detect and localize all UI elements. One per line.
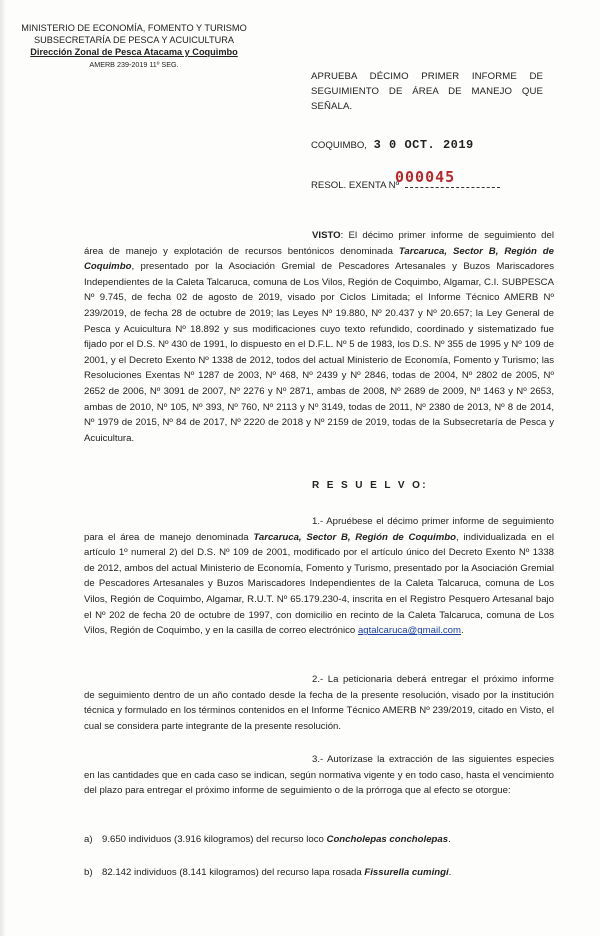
letterhead-zonal-direction: Dirección Zonal de Pesca Atacama y Coquimbo — [30, 47, 238, 57]
point-1-area-name: Tarcaruca, Sector B, Región de Coquimbo — [253, 531, 456, 543]
point-1-text-1: 1.- Apruébese el décimo primer informe de seguimiento para el área de manejo denominada — [84, 516, 554, 543]
species-item-b — [84, 867, 451, 878]
letterhead-ministry: MINISTERIO DE ECONOMÍA, FOMENTO Y TURISMO — [21, 23, 247, 33]
item-b-end: . — [448, 867, 452, 878]
document-subject: APRUEBA DÉCIMO PRIMER INFORME DE SEGUIMIENTO DE ÁREA DE MANEJO QUE SEÑALA. — [311, 71, 543, 112]
letterhead-subsecretary: SUBSECRETARÍA DE PESCA Y ACUICULTURA — [34, 35, 234, 45]
visto-label: VISTO — [312, 230, 341, 241]
email-link[interactable]: agtalcaruca@gmail.com — [357, 625, 461, 637]
date-city: COQUIMBO, — [311, 140, 367, 151]
visto-text-1: : El décimo primer informe de seguimiento del área de manejo y explotación de recursos bentónicos denominada — [84, 230, 554, 257]
resolution-point-2 — [84, 672, 554, 734]
item-a-species: Concholepas concholepas — [326, 834, 449, 845]
resolution-number-underline — [405, 187, 500, 188]
date-stamp: 3 0 OCT. 2019 — [373, 138, 474, 152]
resolution-number-stamp: 000045 — [395, 168, 456, 186]
item-b-text: 82.142 individuos (8.141 kilogramos) del recurso lapa rosada — [102, 867, 365, 878]
item-a-label: a) — [84, 834, 93, 845]
visto-paragraph — [84, 228, 554, 446]
item-a-end: . — [448, 834, 451, 845]
point-2-text: 2.- La peticionaria deberá entregar el próximo informe de seguimiento dentro de un año contado desde la fecha de la presente resolución, visado por la institución técnica y formulado en los términos contenidos en el Informe Técnico AMERB Nº 239/2019, citado en Visto, el cual se considera parte integrante de la presente resolución. — [84, 674, 554, 732]
resolution-point-1 — [84, 514, 554, 639]
resolution-label: RESOL. EXENTA Nº — [311, 180, 400, 191]
visto-text-2: , presentado por la Asociación Gremial de Pescadores Artesanales y Buzos Mariscadores Independientes de la Caleta Talcaruca, comuna de Los Vilos, Región de Coquimbo, Algamar, C.I. SUBPESCA Nº 9.745, de fecha 02 de agosto de 2019, visado por Ciclos Limitada; el Informe Técnico AMERB Nº 239/2019, de fecha 28 de octubre de 2019; las Leyes Nº 19.880, Nº 20.437 y Nº 20.657; la Ley General de Pesca y Acuicultura Nº 18.892 y sus modificaciones cuyo texto refundido, coordinado y sistematizado fue fijado por el D.S. Nº 430 de 1991, lo dispuesto en el D.F.L. Nº 5 de 1983, los D.S. Nº 355 de 1995 y Nº 109 de 2001, y el Decreto Exento Nº 1338 de 2012, todos del actual Ministerio de Economía, Fomento y Turismo; las Resoluciones Exentas Nº 1287 de 2003, Nº 468, Nº 2439 y Nº 2846, todas de 2004, Nº 2802 de 2005, Nº 2652 de 2006, Nº 3091 de 2007, Nº 2276 y Nº 2871, ambas de 2008, Nº 2689 de 2009, Nº 1463 y Nº 2653, ambas de 2010, Nº 105, Nº 393, Nº 760, Nº 2113 y Nº 3149, todas de 2011, Nº 2380 de 2013, Nº 8 de 2014, Nº 1979 de 2015, Nº 84 de 2017, Nº 2220 de 2018 y Nº 2159 de 2019, todas de la Subsecretaría de Pesca y Acuicultura. — [84, 261, 554, 444]
resolution-point-3 — [84, 752, 554, 799]
resuelvo-heading: R E S U E L V O: — [312, 480, 429, 491]
item-a-text: 9.650 individuos (3.916 kilogramos) del recurso loco — [102, 834, 327, 845]
item-b-label: b) — [84, 867, 93, 878]
resolution-number-line — [311, 168, 500, 191]
letterhead — [18, 22, 250, 71]
visto-area-name: Tarcaruca, Sector B, Región de Coquimbo — [84, 245, 554, 273]
point-1-text-3: . — [461, 625, 464, 637]
item-b-species: Fissurella cumingi — [364, 867, 449, 878]
page-edge-shadow — [0, 0, 6, 936]
species-item-a — [84, 834, 451, 845]
point-1-text-2: , individualizada en el artículo 1º numeral 2) del D.S. Nº 109 de 2001, modificado por el artículo único del Decreto Exento Nº 1338 de 2012, ambos del actual Ministerio de Economía, Fomento y Turismo, presentado por la Asociación Gremial de Pescadores Artesanales y Buzos Mariscadores Independientes de la Caleta Talcaruca, comuna de Los Vilos, Región de Coquimbo, Algamar, R.U.T. Nº 65.179.230-4, inscrita en el Registro Pesquero Artesanal bajo el Nº 202 de fecha 20 de octubre de 1997, con domicilio en recinto de la Caleta Talcaruca, comuna de Los Vilos, Región de Coquimbo, y en la casilla de correo electrónico — [84, 531, 554, 637]
point-3-text: 3.- Autorízase la extracción de las siguientes especies en las cantidades que en cada caso se indican, según normativa vigente y en todo caso, hasta el vencimiento del plazo para entregar el próximo informe de seguimiento o de la prórroga que al efecto se otorgue: — [84, 754, 554, 797]
letterhead-reference: AMERB 239-2019 11º SEG. — [89, 60, 179, 69]
date-line — [311, 138, 474, 152]
